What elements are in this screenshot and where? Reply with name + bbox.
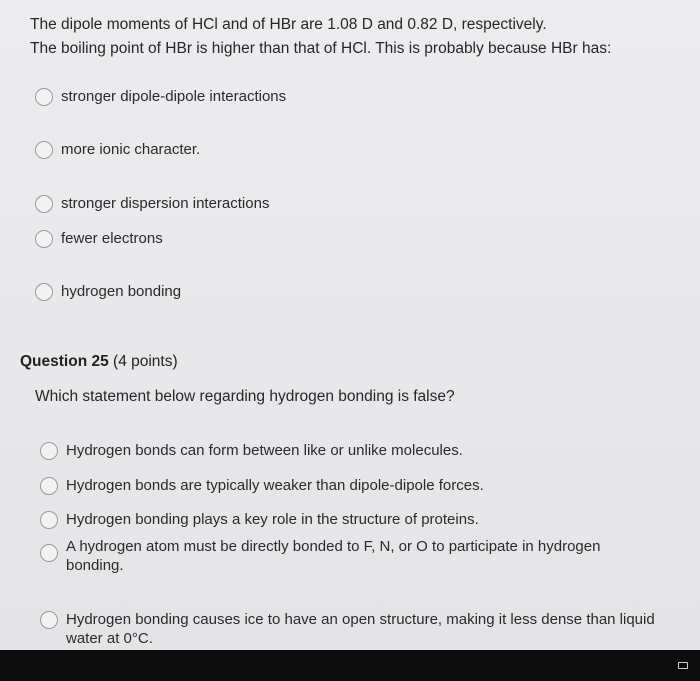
q25-option-2-label: Hydrogen bonds are typically weaker than dipole-dipole forces.: [66, 477, 484, 494]
q24-option-2-label: more ionic character.: [61, 141, 201, 158]
q25-option-5-label: Hydrogen bonding causes ice to have an open structure, making it less dense than liquid water at 0°C.: [66, 611, 655, 647]
q24-option-5-radio[interactable]: [35, 283, 53, 301]
q24-option-1[interactable]: [35, 88, 286, 106]
q25-option-3-label: Hydrogen bonding plays a key role in the structure of proteins.: [66, 511, 479, 528]
q25-option-2[interactable]: [40, 477, 680, 495]
q25-option-3[interactable]: [40, 511, 680, 529]
network-icon[interactable]: [678, 662, 688, 669]
taskbar: [0, 650, 700, 681]
q24-option-3[interactable]: [35, 195, 269, 213]
q24-option-5-label: hydrogen bonding: [61, 283, 182, 300]
q24-option-2[interactable]: [35, 141, 200, 159]
q25-option-1-radio[interactable]: [40, 442, 58, 460]
q25-option-4-radio[interactable]: [40, 544, 58, 562]
q24-option-4-label: fewer electrons: [61, 230, 163, 247]
question-25-prompt: Which statement below regarding hydrogen bonding is false?: [35, 388, 455, 405]
question-25-number: Question 25: [20, 353, 109, 370]
q25-option-5-radio[interactable]: [40, 611, 58, 629]
q24-option-1-label: stronger dipole-dipole interactions: [61, 88, 287, 105]
question-25-header: [20, 352, 178, 372]
q24-option-1-radio[interactable]: [35, 88, 53, 106]
q24-option-4[interactable]: [35, 230, 163, 248]
q25-option-4[interactable]: [40, 538, 630, 575]
q24-option-2-radio[interactable]: [35, 141, 53, 159]
q25-option-1-label: Hydrogen bonds can form between like or unlike molecules.: [66, 442, 463, 459]
question-25-points: (4 points): [113, 353, 178, 370]
question-24-text-line-2: The boiling point of HBr is higher than that of HCl. This is probably because HBr has:: [30, 40, 612, 57]
q25-option-1[interactable]: [40, 442, 680, 460]
q24-option-4-radio[interactable]: [35, 230, 53, 248]
q24-option-5[interactable]: [35, 283, 181, 301]
question-24-text-line-1: The dipole moments of HCl and of HBr are 1.08 D and 0.82 D, respectively.: [30, 16, 547, 33]
q25-option-2-radio[interactable]: [40, 477, 58, 495]
q25-option-3-radio[interactable]: [40, 511, 58, 529]
q24-option-3-label: stronger dispersion interactions: [61, 195, 270, 212]
q25-option-4-label: A hydrogen atom must be directly bonded to F, N, or O to participate in hydrogen bonding.: [66, 538, 601, 574]
q25-option-5[interactable]: [40, 611, 680, 648]
q24-option-3-radio[interactable]: [35, 195, 53, 213]
